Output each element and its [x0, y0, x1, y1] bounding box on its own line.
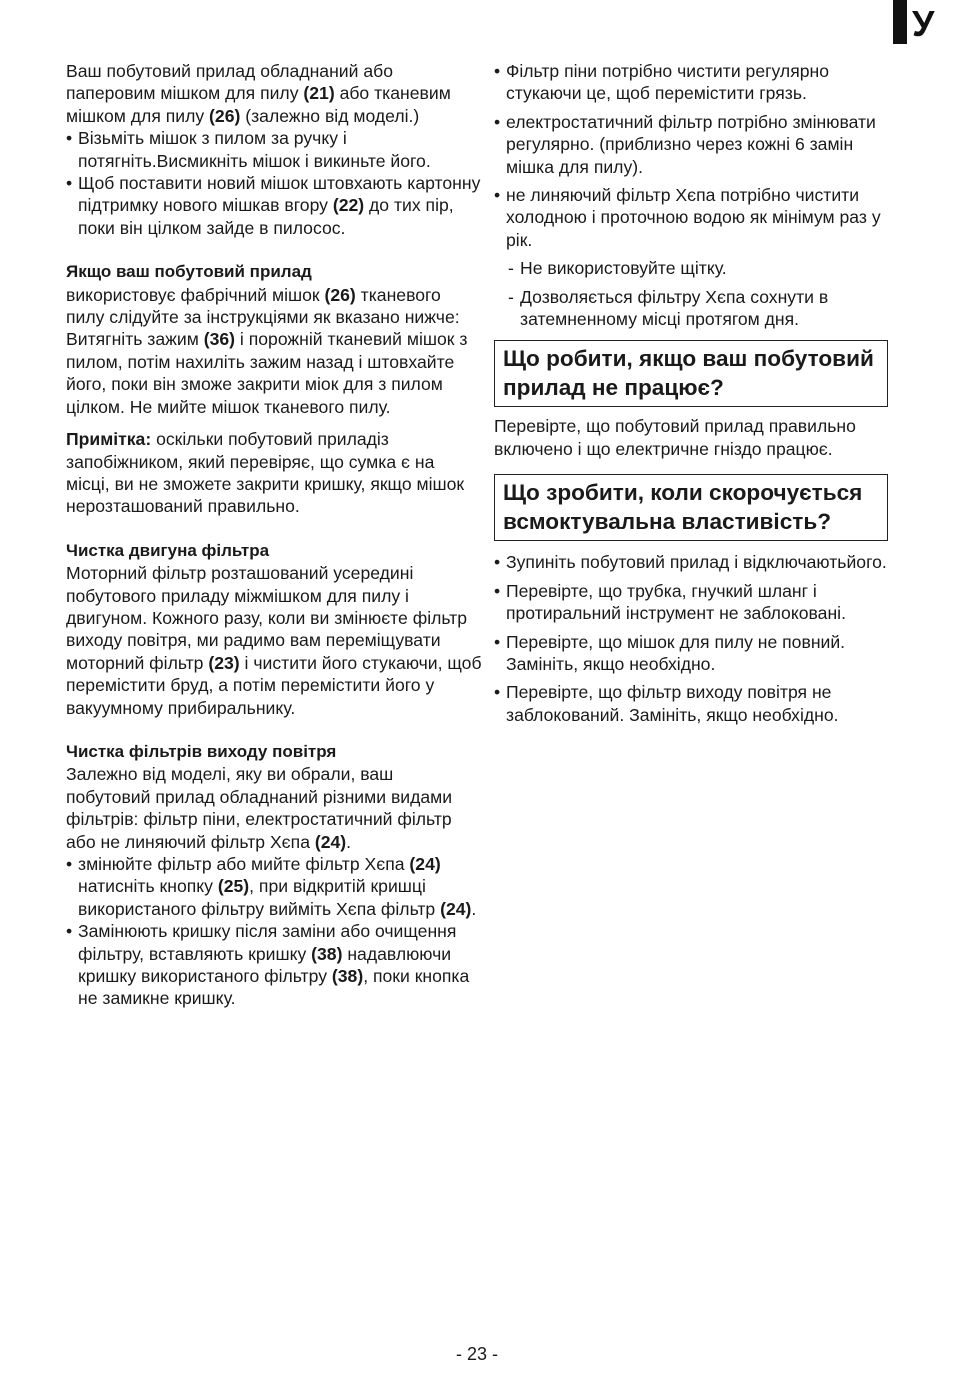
note-paragraph: [66, 428, 482, 518]
note-label: Примітка:: [66, 429, 152, 450]
list-item-text: .: [471, 898, 477, 919]
exhaust-filters-heading: Чистка фільтрів виходу повітря: [66, 741, 337, 761]
intro-text: (залежно від моделі.): [240, 105, 420, 126]
list-item: [66, 920, 482, 1010]
list-item: [66, 127, 482, 172]
right-column: [494, 60, 894, 732]
section-letter: У: [912, 3, 935, 44]
list-item: • Фільтр піни потрібно чистити регулярно стукаючи це, щоб перемістити грязь.: [494, 60, 894, 105]
not-working-paragraph: Перевірте, що побутовий прилад правильно включено і що електричне гніздо працює.: [494, 416, 856, 459]
dash-item: - Не використовуйте щітку.: [494, 257, 894, 279]
note-text: оскільки побутовий приладіз запобіжником, який перевіряє, що сумка є на місці, ви не зможете закрити кришку, якщо мішок нерозташований правильно.: [66, 429, 465, 517]
exhaust-filters-paragraph: [66, 763, 482, 853]
ref-number: (38): [331, 966, 364, 987]
ref-number: (21): [303, 83, 335, 104]
intro-text: Ваш побутовий прилад обладнаний або паперовим мішком для пилу: [66, 61, 393, 104]
list-item: • Зупиніть побутовий прилад і відключаютьйого.: [494, 551, 894, 573]
list-item-text: до тих пір, поки він цілком зайде в пилосос.: [78, 195, 454, 238]
suction-checks-list: [494, 551, 894, 726]
dash-item: - Дозволяється фільтру Хєпа сохнути в затемненному місці протягом дня.: [494, 286, 894, 331]
paragraph-text: Залежно від моделі, яку ви обрали, ваш побутовий прилад обладнаний різними видами фільтрів: фільтр піни, електростатичний фільтр або не линяючий фільтр Хєпа: [66, 764, 453, 852]
list-item-text: Щоб поставити новий мішок штовхають картонну підтримку нового мішкав вгору: [78, 173, 481, 216]
list-item: • Перевірте, що трубка, гнучкий шланг і протиральний інструмент не заблоковані.: [494, 580, 894, 625]
fabric-bag-heading: Якщо ваш побутовий прилад: [66, 262, 312, 282]
exhaust-filter-steps-list: [66, 853, 482, 1010]
motor-filter-heading: Чистка двигуна фільтра: [66, 540, 270, 560]
not-working-heading-box: [494, 340, 888, 407]
list-item: • Перевірте, що фільтр виходу повітря не заблокований. Замініть, якщо необхідно.: [494, 681, 894, 726]
fabric-bag-paragraph: [66, 284, 482, 418]
paragraph-text: .: [346, 831, 352, 852]
paragraph-text: тканевого пилу слідуйте за інструкціями як вказано нижче: Витягніть зажим: [66, 284, 460, 350]
list-item-text: надавлюючи кришку використаного фільтру: [78, 943, 452, 987]
list-item: • не линяючий фільтр Хєпа потрібно чистити холодною і проточною водою як мінімум раз у рік.: [494, 184, 894, 251]
ref-number: (24): [314, 831, 347, 852]
list-item: [66, 853, 482, 920]
ref-number: (36): [203, 329, 236, 350]
left-column: [66, 60, 482, 1010]
list-item: [66, 172, 482, 239]
page-number: - 23 -: [455, 1344, 498, 1364]
bag-steps-list: [66, 127, 482, 239]
list-item-text: , при відкритій кришці використаного фільтру вийміть Хєпа фільтр: [78, 876, 441, 919]
ref-number: (24): [440, 898, 472, 919]
hepa-dash-list: [494, 257, 894, 330]
motor-filter-paragraph: [66, 562, 482, 719]
list-item-text: Замінюють кришку після заміни або очищення фільтру, вставляють кришку: [78, 921, 457, 964]
paragraph-text: використовує фабрічний мішок: [66, 284, 325, 305]
intro-paragraph: [66, 60, 482, 127]
ref-number: (26): [209, 105, 241, 126]
list-item-text: , поки кнопка не замикне кришку.: [78, 966, 470, 1009]
list-item-text: змінюйте фільтр або мийте фільтр Хєпа: [78, 854, 410, 874]
paragraph-text: і чистити його стукаючи, щоб перемістити бруд, а потім перемістити його у вакуумному прибиральнику.: [66, 652, 482, 718]
list-item-text: натисніть кнопку: [78, 876, 218, 897]
filter-care-list: [494, 60, 894, 251]
ref-number: (38): [311, 943, 343, 964]
section-tab-marker: [893, 0, 907, 44]
ref-number: (25): [217, 876, 250, 897]
not-working-heading: Що робити, якщо ваш побутовий прилад не працює?: [503, 346, 874, 400]
ref-number: (22): [332, 195, 365, 216]
intro-text: або тканевим мішком для пилу: [66, 83, 451, 126]
ref-number: (26): [324, 284, 356, 305]
suction-heading-box: [494, 474, 888, 541]
ref-number: (23): [208, 652, 240, 673]
list-item-text: Візьміть мішок з пилом за ручку і потягніть.Висмикніть мішок і викиньте його.: [78, 128, 431, 171]
paragraph-text: Моторний фільтр розташований усередині побутового приладу міжмішком для пилу і двигуном. Кожного разу, коли ви змінюєте фільтр виходу повітря, ми радимо вам переміщувати моторний фільтр: [66, 563, 468, 673]
paragraph-text: і порожній тканевий мішок з пилом, потім нахиліть зажим назад і штовхайте його, поки він зможе закрити міок для з пилом цілком. Не мийте мішок тканевого пилу.: [66, 329, 468, 417]
list-item: • електростатичний фільтр потрібно змінювати регулярно. (приблизно через кожні 6 замін мішка для пилу).: [494, 111, 894, 178]
ref-number: (24): [409, 854, 441, 874]
suction-heading: Що зробити, коли скорочується всмоктувальна властивість?: [503, 480, 863, 534]
list-item: • Перевірте, що мішок для пилу не повний. Замініть, якщо необхідно.: [494, 631, 894, 676]
